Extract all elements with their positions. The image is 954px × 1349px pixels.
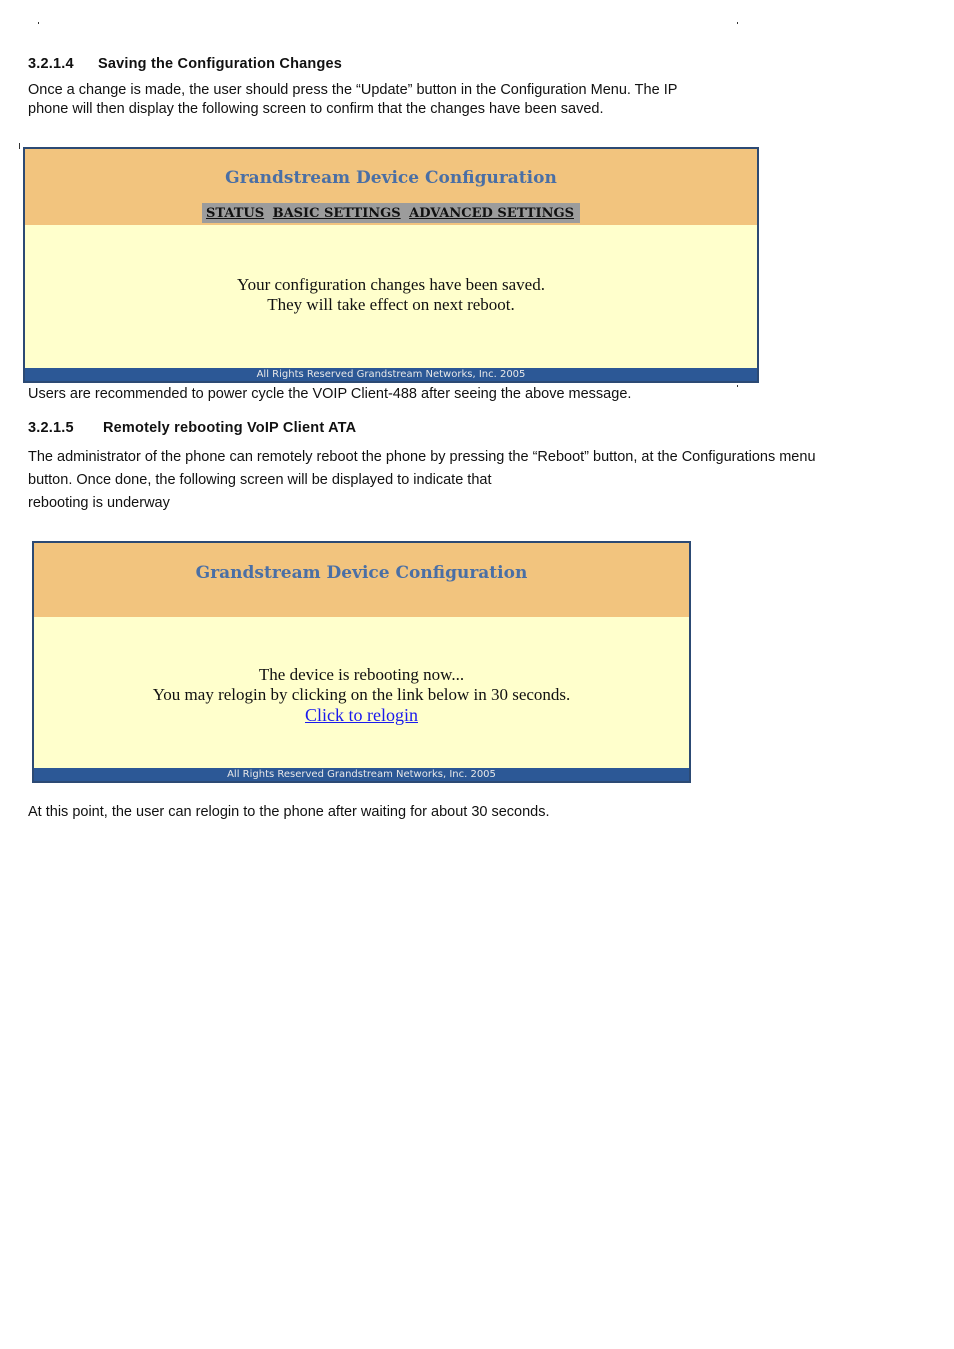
- message-line: You may relogin by clicking on the link below in 30 seconds.: [152, 685, 571, 704]
- page-mark: [19, 143, 20, 149]
- panel-title: Grandstream Device Configuration: [195, 563, 528, 583]
- page-mark: [38, 22, 39, 24]
- nav-status-link[interactable]: STATUS: [206, 206, 265, 221]
- nav-basic-settings-link[interactable]: BASIC SETTINGS: [272, 206, 401, 221]
- message-line: They will take effect on next reboot.: [267, 295, 515, 314]
- paragraph: At this point, the user can relogin to the phone after waiting for about 30 seconds.: [28, 804, 550, 820]
- panel-footer: All Rights Reserved Grandstream Networks, Inc. 2005: [34, 768, 689, 781]
- paragraph: Users are recommended to power cycle the VOIP Client-488 after seeing the above message.: [28, 386, 632, 402]
- page-mark: [737, 385, 738, 387]
- paragraph-line: button. Once done, the following screen will be displayed to indicate that: [28, 472, 492, 488]
- section-heading: [28, 56, 342, 72]
- rebooting-screenshot: [32, 541, 691, 783]
- section-title: Saving the Configuration Changes: [98, 56, 343, 72]
- paragraph-line: The administrator of the phone can remotely reboot the phone by pressing the “Reboot” button, at the Configurations menu: [28, 449, 816, 465]
- panel-footer: All Rights Reserved Grandstream Networks, Inc. 2005: [25, 368, 757, 381]
- paragraph-line: Once a change is made, the user should press the “Update” button in the Configuration Menu. The IP: [28, 82, 678, 98]
- relogin-link[interactable]: Click to relogin: [305, 705, 418, 725]
- message-line: Your configuration changes have been saved.: [237, 275, 545, 294]
- paragraph-line: phone will then display the following screen to confirm that the changes have been saved.: [28, 101, 604, 117]
- panel-title: Grandstream Device Configuration: [225, 168, 557, 188]
- section-number: 3.2.1.4: [28, 56, 74, 72]
- section-heading: [28, 420, 356, 436]
- page-mark: [737, 22, 738, 24]
- panel-header: [25, 149, 757, 225]
- paragraph-line: rebooting is underway: [28, 495, 170, 511]
- paragraph: [28, 81, 677, 119]
- message-line: The device is rebooting now...: [258, 665, 465, 684]
- saved-message: [25, 275, 757, 315]
- section-number: 3.2.1.5: [28, 420, 74, 436]
- rebooting-message: [34, 665, 689, 726]
- panel-header: [34, 543, 689, 617]
- nav-advanced-settings-link[interactable]: ADVANCED SETTINGS: [409, 206, 574, 221]
- section-title: Remotely rebooting VoIP Client ATA: [103, 420, 357, 436]
- config-saved-screenshot: [23, 147, 759, 383]
- nav-bar: [25, 203, 757, 223]
- paragraph: [28, 446, 816, 515]
